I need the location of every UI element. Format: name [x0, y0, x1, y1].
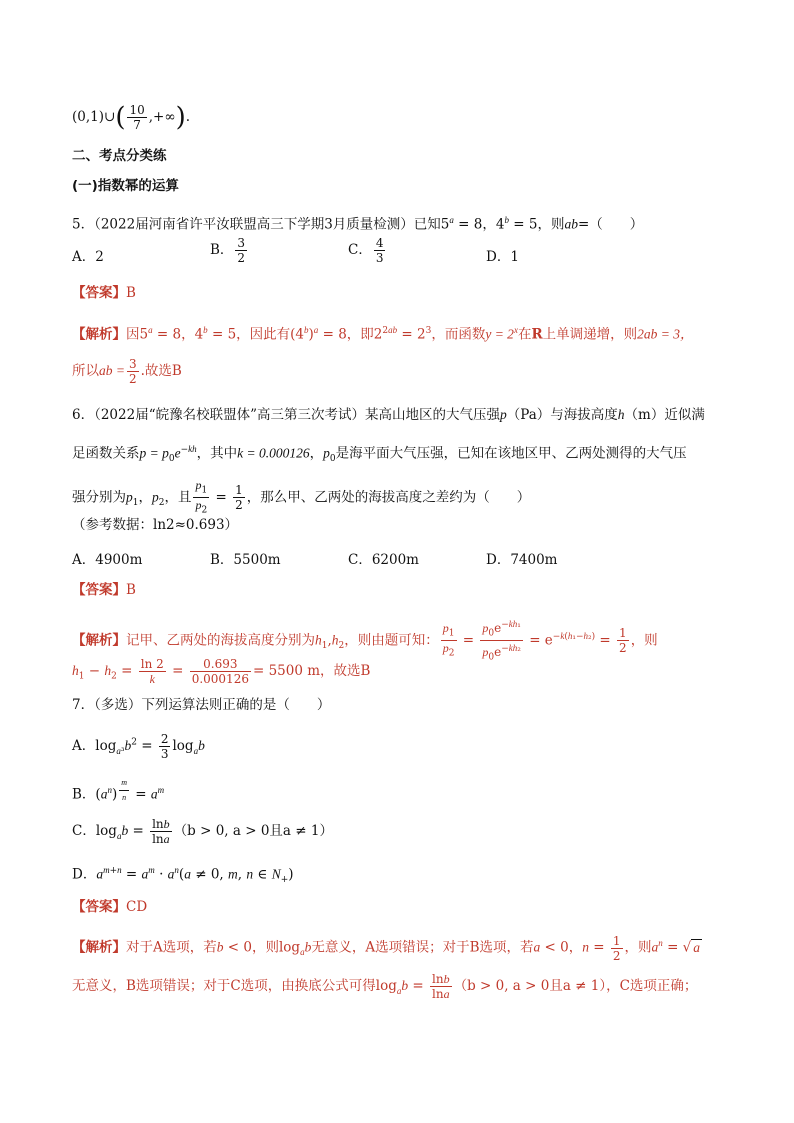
q6-answer: 【答案】B — [72, 582, 136, 598]
q5-answer: 【答案】B — [72, 285, 136, 301]
subsection-heading: (一)指数幂的运算 — [72, 178, 179, 194]
q7-analysis-line2: 无意义，B选项错误；对于C选项，由换底公式可得$\log_ab$ = $\frac{\ln b}{\ln a}$ （b > 0, a > 0且a ≠ 1），C选项正确； — [72, 972, 698, 1001]
q6-option-d: D．7400m — [486, 552, 558, 568]
interval-line: (0,1)∪( $\frac{10}{7}$ ,+∞). — [72, 102, 191, 133]
q5-option-a: A．2 — [72, 249, 104, 265]
q6-analysis-line1: 【解析】记甲、乙两处的海拔高度分别为$h_1,h_2$，则由题可知： $\frac{p_1}{p_2}$ = $\frac{p_0e^{-kh_1}}{p_0e^{-kh_2}}$ = $e^{-k(h_1-h_2)}$ = $\frac{1}{2}$ ，则 — [72, 619, 658, 663]
interval-pre: (0,1)∪ — [72, 109, 116, 125]
q6-reference: （参考数据：ln2≈0.693） — [72, 517, 239, 533]
q6-stem-line1: 6．（2022届“皖豫名校联盟体”高三第三次考试）某高山地区的大气压强p（Pa）与海拔高度h（m）近似满 — [72, 407, 705, 423]
q5-option-d: D．1 — [486, 249, 519, 265]
q5-stem: 5．（2022届河南省许平汝联盟高三下学期3月质量检测）已知$5^a = 8$，$4^b = 5$，则ab=（ ） — [72, 215, 644, 233]
q7-stem: 7．（多选）下列运算法则正确的是（ ） — [72, 697, 331, 713]
interval-fraction: $\frac{10}{7}$ — [129, 103, 145, 132]
q6-option-a: A．4900m — [72, 552, 143, 568]
q6-stem-line3: 强分别为$p_1$，$p_2$，且 $\frac{p_1}{p_2}$ = $\frac{1}{2}$ ，那么甲、乙两处的海拔高度之差约为（ ） — [72, 478, 531, 516]
q5-option-c: C． $\frac{4}{3}$ — [348, 236, 384, 265]
q6-option-c: C．6200m — [348, 552, 419, 568]
section-heading: 二、考点分类练 — [72, 148, 167, 164]
q6-stem-line2: 足函数关系$p = p_0e^{-kh}$，其中k = 0.000126，$p_0$是海平面大气压强，已知在该地区甲、乙两处测得的大气压 — [72, 444, 687, 465]
q5-analysis-line2: 所以ab = $\frac{3}{2}$ .故选B — [72, 357, 182, 386]
interval-post: ,+∞ — [148, 109, 176, 125]
q6-option-b: B．5500m — [210, 552, 281, 568]
q7-option-a: A．$\log_{a^3}b^2$ = $\frac{2}{3}$ $\log_ab$ — [72, 732, 205, 761]
q7-option-d: D．$a^{m+n} = a^m \cdot a^n(a \ne 0$, m, n ∈ $N_+$) — [72, 865, 294, 886]
q7-option-c: C．$\log_ab$ = $\frac{\ln b}{\ln a}$ （b > 0, a > 0且a ≠ 1） — [72, 817, 333, 846]
q5-analysis-line1: 【解析】因$5^a = 8$，$4^b = 5$，因此有$(4^b)^a = 8$，即$2^{2ab} = 2^3$，而函数$y = 2^x$在R上单调递增，则2ab = 3， — [72, 325, 694, 343]
q5-option-b: B． $\frac{3}{2}$ — [210, 236, 246, 265]
q7-answer: 【答案】CD — [72, 899, 148, 915]
q7-option-b: B．$(a^n)$ $^{\frac{m}{n}}$ = $a^m$ — [72, 778, 165, 803]
q6-analysis-line2: $h_1 - h_2$ = $\frac{\ln 2}{k}$ = $\frac{0.693}{0.000126}$ = 5500 m，故选B — [72, 657, 371, 686]
q7-analysis-line1: 【解析】对于A选项，若b < 0，则$\log_ab$无意义，A选项错误；对于B选项，若a < 0，n = $\frac{1}{2}$ ，则$a^n$ = √ a — [72, 933, 701, 963]
